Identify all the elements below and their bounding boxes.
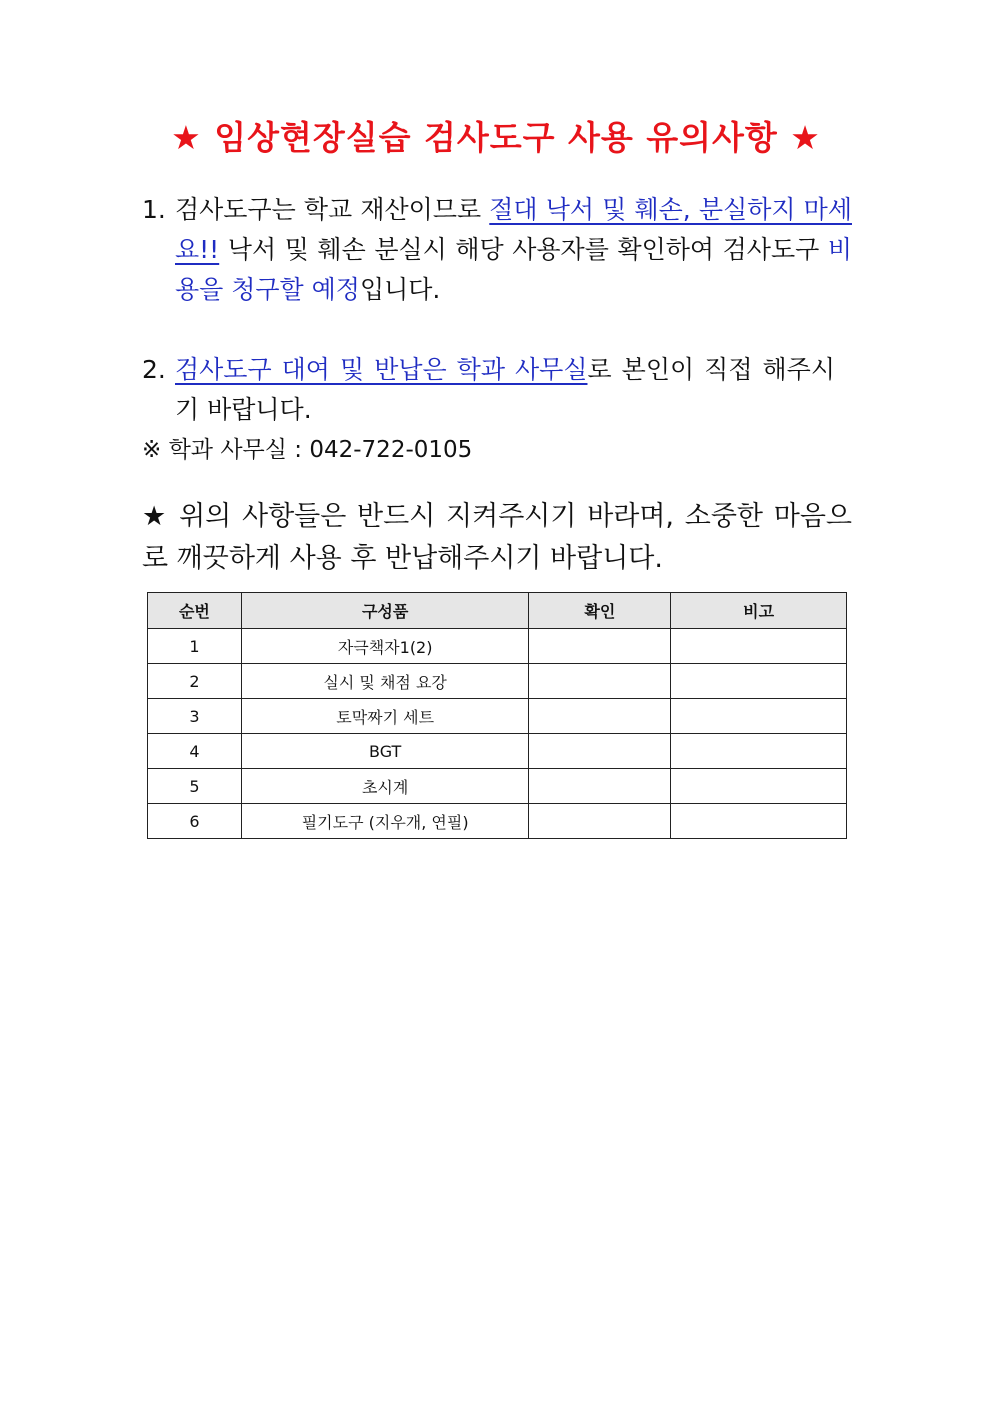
cell-seq: 4: [148, 734, 242, 769]
cell-component: 초시계: [241, 769, 529, 804]
office-phone-note: ※ 학과 사무실 : 042-722-0105: [142, 437, 473, 463]
item-text: 검사도구는 학교 재산이므로: [175, 195, 490, 224]
item-number: 2.: [142, 355, 166, 384]
cell-seq: 5: [148, 769, 242, 804]
item-location-highlight: 검사도구 대여 및 반납은 학과 사무실: [175, 355, 588, 384]
header-component: 구성품: [241, 593, 529, 629]
table-row: [148, 699, 847, 734]
table-row: [148, 769, 847, 804]
cell-remarks: [671, 629, 847, 664]
cell-check: [529, 699, 671, 734]
notice-item-1: [142, 190, 852, 310]
item-number: 1.: [142, 195, 166, 224]
cell-check: [529, 769, 671, 804]
cell-remarks: [671, 699, 847, 734]
cell-component: 실시 및 채점 요강: [241, 664, 529, 699]
cell-check: [529, 804, 671, 839]
table-row: [148, 804, 847, 839]
cell-seq: 2: [148, 664, 242, 699]
cell-remarks: [671, 734, 847, 769]
cell-seq: 3: [148, 699, 242, 734]
cell-check: [529, 629, 671, 664]
cell-seq: 1: [148, 629, 242, 664]
equipment-checklist-table: [147, 592, 847, 839]
item-warning-highlight: 절대 낙서 및 훼손, 분실하지 마세요!!: [175, 195, 852, 264]
closing-notice: ★ 위의 사항들은 반드시 지켜주시기 바라며, 소중한 마음으로 깨끗하게 사용 후 반납해주시기 바랍니다.: [142, 501, 852, 574]
cell-seq: 6: [148, 804, 242, 839]
cell-check: [529, 664, 671, 699]
cell-component: 토막짜기 세트: [241, 699, 529, 734]
item-text: 입니다.: [359, 275, 441, 304]
cell-component: 자극책자1(2): [241, 629, 529, 664]
cell-component: BGT: [241, 734, 529, 769]
cell-check: [529, 734, 671, 769]
table-header-row: [148, 593, 847, 629]
header-remarks: 비고: [671, 593, 847, 629]
cell-remarks: [671, 769, 847, 804]
table-row: [148, 664, 847, 699]
cell-remarks: [671, 664, 847, 699]
table-row: [148, 734, 847, 769]
item-text: 로 본인이 직접 해주시기 바랍니다.: [175, 355, 835, 424]
notice-item-2: [142, 350, 835, 430]
cell-remarks: [671, 804, 847, 839]
page-title: ★ 임상현장실습 검사도구 사용 유의사항 ★: [171, 118, 821, 157]
header-check: 확인: [529, 593, 671, 629]
cell-component: 필기도구 (지우개, 연필): [241, 804, 529, 839]
header-seq: 순번: [148, 593, 242, 629]
table-row: [148, 629, 847, 664]
item-cost-highlight: 비용을 청구할 예정: [175, 235, 852, 304]
item-text: 낙서 및 훼손 분실시 해당 사용자를 확인하여 검사도구: [219, 235, 828, 264]
